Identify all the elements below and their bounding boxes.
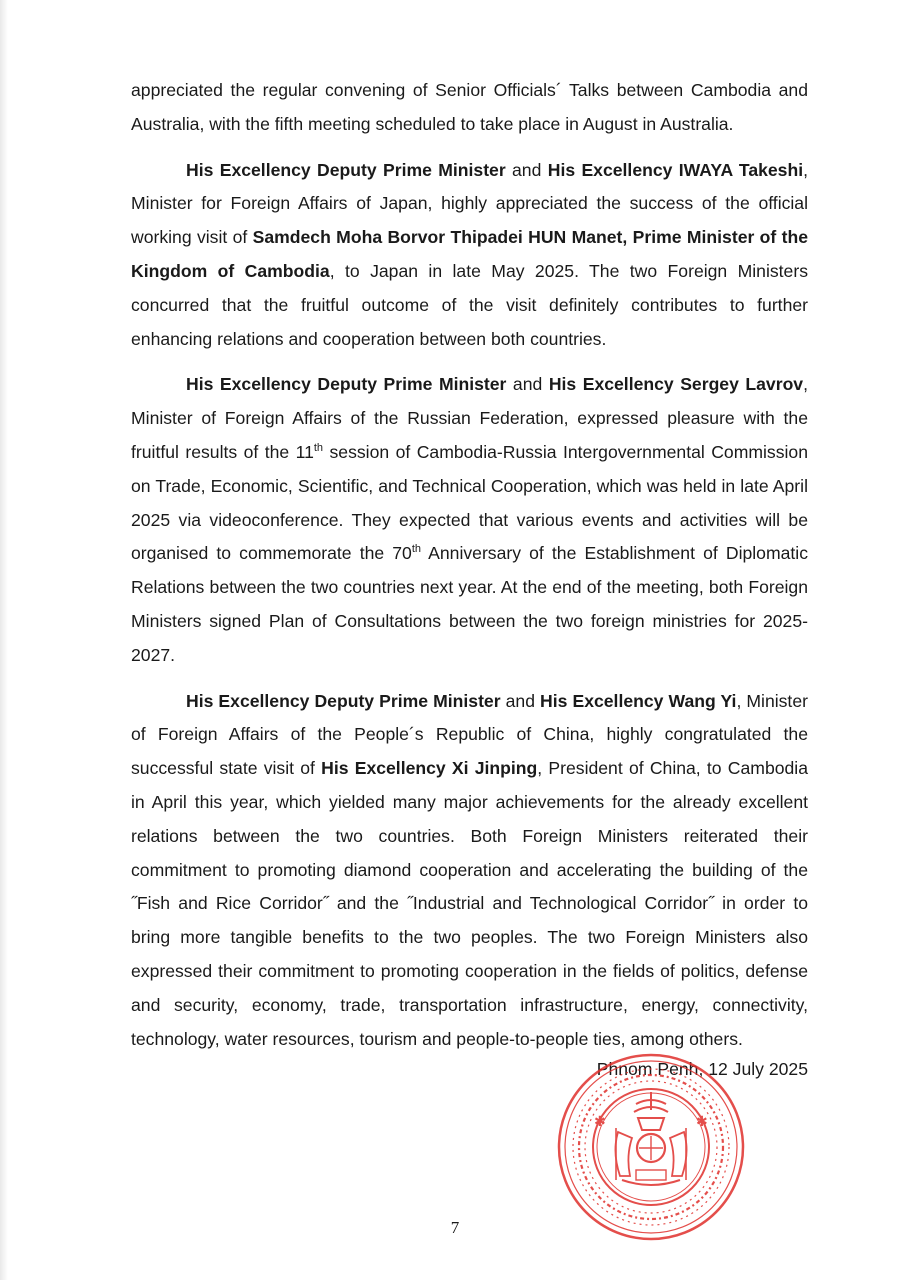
text-run: , President of China, to Cambodia in April this year, which yielded many major achievements for the already excellent relations between the two countries. Both Foreign Ministers reiterated their commitment to promoting diamond cooperation and accelerating the building of the ˝Fish and Rice Corridor˝ and the ˝Industrial and Technological Corridor˝ in order to bring more tangible benefits to the two peoples. The two Foreign Ministers also expressed their commitment to promoting cooperation in the fields of politics, defense and security, economy, trade, transportation infrastructure, energy, connectivity, technology, water resources, tourism and people-to-people ties, among others. [131, 758, 808, 1049]
ordinal-suffix: th [313, 442, 324, 455]
bold-name: His Excellency Sergey Lavrov [548, 374, 804, 395]
text-run: , to Japan in late May 2025. The two Foreign Ministers concurred that the fruitful outcome of the visit definitely contributes to further enhancing relations and cooperation between both countries. [131, 260, 809, 349]
bold-name: His Excellency Deputy Prime Minister [186, 690, 501, 711]
text-run: , Minister of Foreign Affairs of the Russian Federation, expressed pleasure with the fruitful results of the 11 [131, 374, 808, 462]
official-seal-stamp [556, 1052, 746, 1242]
bold-name: His Excellency Deputy Prime Minister [186, 374, 507, 395]
bold-name: Samdech Moha Borvor Thipadei HUN Manet, Prime Minister of the Kingdom of Cambodia [131, 227, 808, 281]
text-run: and [505, 159, 548, 180]
dateline: Phnom Penh, 12 July 2025 [596, 1059, 808, 1079]
bold-name: His Excellency Wang Yi [540, 690, 737, 711]
text-run: , Minister of Foreign Affairs of the People´s Republic of China, highly congratulated the successful state visit of [131, 690, 808, 779]
page-number: 7 [450, 1218, 460, 1237]
paragraph [131, 154, 808, 357]
text-run: , Minister for Foreign Affairs of Japan, highly appreciated the success of the official working visit of [131, 159, 808, 248]
paragraph [131, 685, 808, 1057]
text-run: and [506, 374, 549, 395]
text-run: and [500, 690, 541, 711]
text-run: appreciated the regular convening of Senior Officials´ Talks between Cambodia and Australia, with the fifth meeting scheduled to take place in August in Australia. [131, 80, 808, 134]
paragraph [131, 368, 808, 672]
page-edge-shadow [0, 0, 8, 1280]
bold-name: His Excellency Deputy Prime Minister [186, 159, 506, 180]
ordinal-suffix: th [411, 543, 422, 556]
text-run: Anniversary of the Establishment of Diplomatic Relations between the two countries next year. At the end of the meeting, both Foreign Ministers signed Plan of Consultations between the two foreign ministries for 2025-2027. [131, 543, 808, 665]
text-run: session of Cambodia-Russia Intergovernmental Commission on Trade, Economic, Scientific, and Technical Cooperation, which was held in late April 2025 via videoconference. They expected that various events and activities will be organised to commemorate the 70 [131, 441, 808, 564]
svg-text:✱: ✱ [594, 1113, 606, 1129]
svg-text:✱: ✱ [696, 1113, 708, 1129]
paragraph [131, 74, 808, 142]
document-body [131, 74, 808, 1068]
bold-name: His Excellency Xi Jinping [321, 758, 538, 779]
bold-name: His Excellency IWAYA Takeshi [547, 159, 804, 180]
